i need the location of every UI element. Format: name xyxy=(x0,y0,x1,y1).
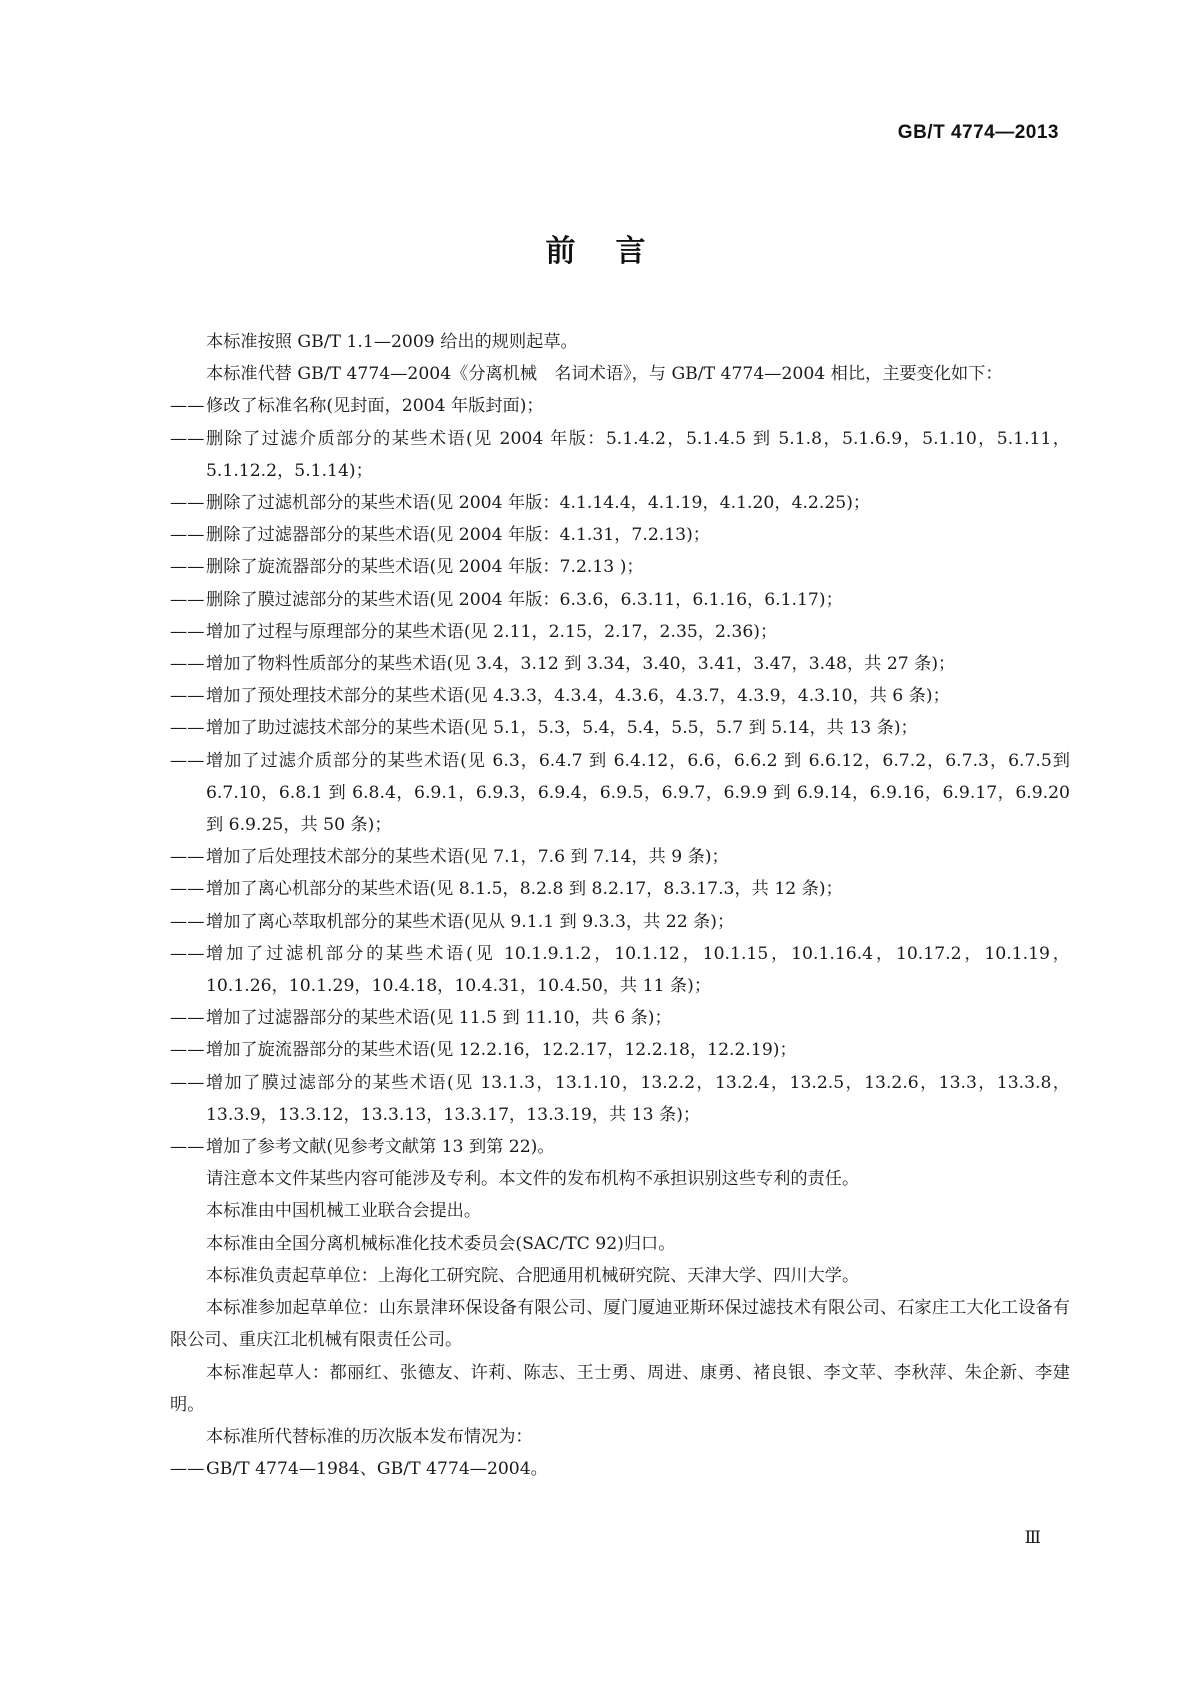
dash-marker: —— xyxy=(170,718,205,739)
intro-paragraph: 本标准代替 GB/T 4774—2004《分离机械 名词术语》，与 GB/T 4774—2004 相比，主要变化如下： xyxy=(206,364,1003,385)
change-item-text: 删除了过滤器部分的某些术语(见 2004 年版：4.1.31，7.2.13)； xyxy=(206,525,710,546)
change-item xyxy=(170,1034,1070,1066)
intro-paragraph: 本标准按照 GB/T 1.1—2009 给出的规则起草。 xyxy=(206,332,578,352)
change-item-text: 增加了过滤器部分的某些术语(见 11.5 到 11.10，共 6 条)； xyxy=(206,1008,672,1029)
change-item xyxy=(170,938,1070,1002)
change-item-text: 增加了离心萃取机部分的某些术语(见从 9.1.1 到 9.3.3，共 22 条)； xyxy=(206,911,735,932)
dash-marker: —— xyxy=(170,943,205,964)
dash-marker: —— xyxy=(170,621,205,642)
change-item-text: 删除了过滤介质部分的某些术语(见 2004 年版：5.1.4.2，5.1.4.5 到 5.1.8，5.1.6.9，5.1.10，5.1.11，5.1.12.2，5.1.14)； xyxy=(206,428,1070,481)
change-item xyxy=(170,648,1070,680)
change-item-text: 增加了参考文献(见参考文献第 13 到第 22)。 xyxy=(206,1137,555,1158)
note-paragraph: 本标准由中国机械工业联合会提出。 xyxy=(206,1201,482,1222)
change-item-text: 增加了膜过滤部分的某些术语(见 13.1.3，13.1.10，13.2.2，13.2.4，13.2.5，13.2.6，13.3，13.3.8，13.3.9，13.3.12，13.3.13，13.3.17，13.3.19，共 13 条)； xyxy=(206,1072,1070,1125)
change-item xyxy=(170,906,1070,938)
dash-marker: —— xyxy=(170,557,205,578)
note-paragraph: 请注意本文件某些内容可能涉及专利。本文件的发布机构不承担识别这些专利的责任。 xyxy=(206,1169,860,1190)
note-paragraph: 本标准由全国分离机械标准化技术委员会(SAC/TC 92)归口。 xyxy=(206,1233,676,1254)
dash-marker: —— xyxy=(170,686,205,707)
dash-marker: —— xyxy=(170,911,205,932)
change-item-text: 增加了过滤机部分的某些术语(见 10.1.9.1.2，10.1.12，10.1.15，10.1.16.4，10.17.2，10.1.19，10.1.26，10.1.29，10.4.18，10.4.31，10.4.50，共 11 条)； xyxy=(206,943,1070,997)
dash-marker: —— xyxy=(170,1040,205,1061)
dash-marker: —— xyxy=(170,396,205,417)
change-item xyxy=(170,423,1070,487)
change-item xyxy=(170,551,1070,583)
page-number: Ⅲ xyxy=(1024,1528,1041,1548)
change-item-text: 增加了物料性质部分的某些术语(见 3.4，3.12 到 3.34，3.40，3.41，3.47，3.48，共 27 条)； xyxy=(206,654,956,675)
dash-marker: —— xyxy=(170,1008,205,1029)
dash-marker: —— xyxy=(170,750,205,771)
dash-marker: —— xyxy=(170,589,205,610)
change-item-text: 增加了助过滤技术部分的某些术语(见 5.1，5.3，5.4，5.4，5.5，5.7 到 5.14，共 13 条)； xyxy=(206,718,918,739)
change-item-text: 删除了过滤机部分的某些术语(见 2004 年版：4.1.14.4，4.1.19，4.1.20，4.2.25)； xyxy=(206,493,871,514)
change-item-text: 增加了离心机部分的某些术语(见 8.1.5，8.2.8 到 8.2.17，8.3.17.3，共 12 条)； xyxy=(206,879,843,900)
change-item xyxy=(170,745,1070,842)
dash-marker: —— xyxy=(170,1072,205,1093)
change-item-text: 增加了预处理技术部分的某些术语(见 4.3.3，4.3.4，4.3.6，4.3.7，4.3.9，4.3.10，共 6 条)； xyxy=(206,686,950,707)
dash-marker: —— xyxy=(170,847,205,868)
standard-code: GB/T 4774—2013 xyxy=(897,122,1059,143)
change-item-text: 增加了过滤介质部分的某些术语(见 6.3，6.4.7 到 6.4.12，6.6，6.6.2 到 6.6.12，6.7.2，6.7.3，6.7.5到6.7.10，6.8.1 到 6.8.4，6.9.1，6.9.3，6.9.4，6.9.5，6.9.7，6.9.9 到 6.9.14，6.9.16，6.9.17，6.9.20到 6.9.25，共 50 条)； xyxy=(206,750,1070,836)
change-item-text: 增加了旋流器部分的某些术语(见 12.2.16，12.2.17，12.2.18，12.2.19)； xyxy=(206,1040,797,1061)
change-item xyxy=(170,841,1070,873)
change-item-text: 增加了过程与原理部分的某些术语(见 2.11，2.15，2.17，2.35，2.36)； xyxy=(206,621,778,642)
dash-marker: —— xyxy=(170,1137,205,1158)
change-item-text: 增加了后处理技术部分的某些术语(见 7.1，7.6 到 7.14，共 9 条)； xyxy=(206,847,729,868)
change-item xyxy=(170,519,1070,551)
change-item xyxy=(170,873,1070,905)
change-item-text: 修改了标准名称(见封面，2004 年版封面)； xyxy=(206,396,544,417)
dash-marker: —— xyxy=(170,493,205,514)
history-item xyxy=(170,1453,1070,1485)
dash-marker: —— xyxy=(170,879,205,900)
dash-marker: —— xyxy=(170,1459,205,1480)
change-item xyxy=(170,584,1070,616)
note-paragraph: 本标准参加起草单位：山东景津环保设备有限公司、厦门厦迪亚斯环保过滤技术有限公司、石家庄工大化工设备有限公司、重庆江北机械有限责任公司。 xyxy=(170,1298,1070,1351)
change-item-text: 删除了膜过滤部分的某些术语(见 2004 年版：6.3.6，6.3.11，6.1.16，6.1.17)； xyxy=(206,589,843,610)
note-paragraph: 本标准起草人：都丽红、张德友、许莉、陈志、王士勇、周进、康勇、褚良银、李文苹、李秋萍、朱企新、李建明。 xyxy=(170,1362,1070,1415)
change-item xyxy=(170,487,1070,519)
change-item xyxy=(170,1067,1070,1131)
history-item-text: GB/T 4774—1984、GB/T 4774—2004。 xyxy=(206,1459,548,1480)
change-item xyxy=(170,390,1070,422)
change-item-text: 删除了旋流器部分的某些术语(见 2004 年版：7.2.13 )； xyxy=(206,557,644,578)
change-item xyxy=(170,616,1070,648)
change-item xyxy=(170,680,1070,712)
change-item xyxy=(170,1002,1070,1034)
change-item xyxy=(170,712,1070,744)
dash-marker: —— xyxy=(170,654,205,675)
page-title: 前言 xyxy=(545,234,686,269)
note-paragraph: 本标准负责起草单位：上海化工研究院、合肥通用机械研究院、天津大学、四川大学。 xyxy=(206,1265,860,1286)
dash-marker: —— xyxy=(170,525,205,546)
note-paragraph: 本标准所代替标准的历次版本发布情况为： xyxy=(206,1426,533,1447)
foreword-body xyxy=(170,326,1070,1485)
dash-marker: —— xyxy=(170,428,205,449)
change-item xyxy=(170,1131,1070,1163)
